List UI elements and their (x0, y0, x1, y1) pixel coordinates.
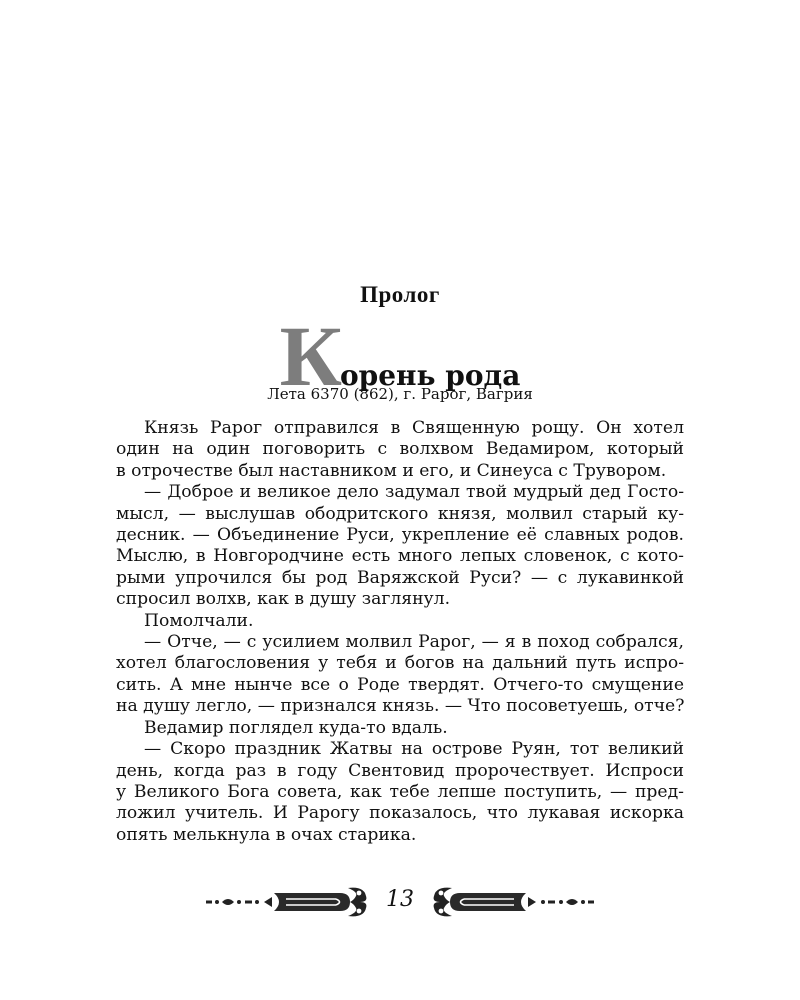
prologue-label: Пролог (360, 282, 440, 307)
text-line: Мыслю, в Новгородчине есть много лепых словенок, с кото- (116, 546, 684, 567)
text-line: ложил учитель. И Рарогу показалось, что лукавая искорка (116, 803, 684, 824)
drop-cap-initial: К (279, 308, 342, 404)
text-line: десник. — Объединение Руси, укрепление её славных родов. (116, 525, 684, 546)
chapter-title-text: орень рода (339, 359, 521, 392)
text-line: опять мелькнула в очах старика. (116, 824, 417, 845)
text-line: Ведамир поглядел куда-то вдаль. (144, 717, 448, 738)
text-line: день, когда раз в году Свентовид пророчествует. Испроси (116, 760, 684, 781)
text-line: хотел благословения у тебя и богов на дальний путь испро- (116, 653, 684, 674)
paragraph (116, 718, 684, 739)
page-number: 13 (386, 887, 414, 912)
paragraph (116, 611, 684, 632)
text-line: на душу легло, — признался князь. — Что посоветуешь, отче? (116, 696, 685, 717)
text-line: спросил волхв, как в душу заглянул. (116, 589, 451, 610)
body-text (116, 418, 684, 846)
scroll-ornament-icon (428, 882, 600, 922)
text-line: — Доброе и великое дело задумал твой мудрый дед Госто- (144, 482, 684, 503)
paragraph (116, 632, 684, 718)
paragraph (116, 482, 684, 610)
text-line: — Отче, — с усилием молвил Рарог, — я в поход собрался, (144, 632, 684, 653)
text-line: сить. А мне нынче все о Роде твердят. Отчего-то смущение (116, 674, 684, 695)
text-line: Помолчали. (144, 610, 254, 631)
text-line: Князь Рарог отправился в Священную рощу. Он хотел (144, 418, 684, 438)
paragraph (116, 739, 684, 846)
chapter-subtitle: Лета 6370 (862), г. Рарог, Вагрия (267, 385, 533, 403)
text-line: мысл, — выслушав ободритского князя, молвил старый ку- (116, 503, 684, 524)
text-line: рыми упрочился бы род Варяжской Руси? — с лукавинкой (116, 567, 684, 588)
page-footer (200, 882, 600, 922)
paragraph (116, 418, 684, 482)
text-line: в отрочестве был наставником и его, и Синеуса с Трувором. (116, 460, 667, 481)
text-line: — Скоро праздник Жатвы на острове Руян, тот великий (144, 739, 684, 760)
text-line: у Великого Бога совета, как тебе лепше поступить, — пред- (116, 781, 684, 802)
text-line: один на один поговорить с волхвом Ведамиром, который (116, 439, 684, 460)
